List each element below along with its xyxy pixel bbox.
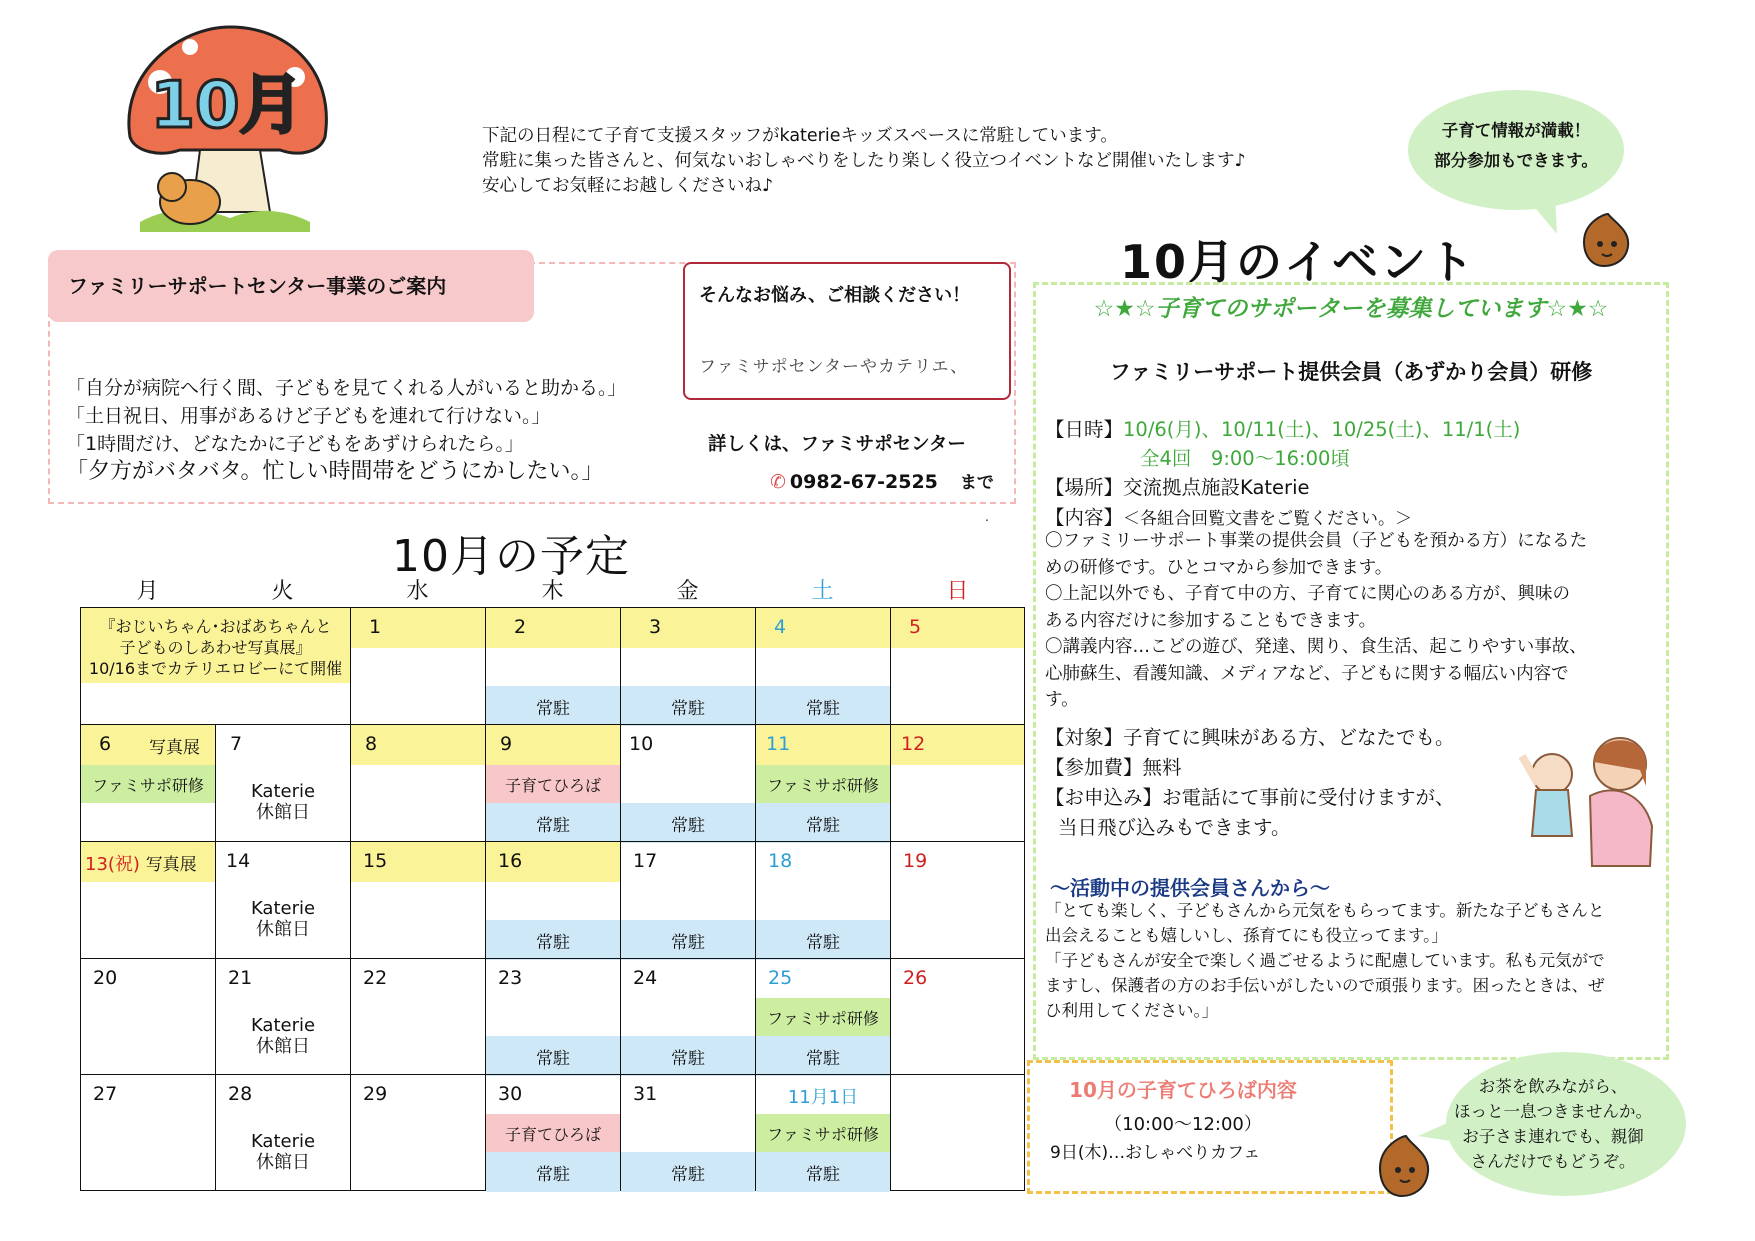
day-cell[interactable] — [215, 841, 351, 959]
resident-label: 常駐 — [671, 933, 705, 953]
day-cell[interactable] — [620, 607, 756, 725]
weekday-mon: 月 — [136, 579, 159, 604]
day-cell[interactable] — [350, 841, 486, 959]
schedule-title: 10月の予定 — [392, 531, 630, 582]
date-value: 10/6(月)、10/11(土)、10/25(土)、11/1(土) — [1123, 418, 1521, 441]
event-target: 【対象】子育てに興味がある方、どなたでも。 — [1045, 726, 1455, 749]
day-cell[interactable] — [80, 841, 216, 959]
resident-label: 常駐 — [806, 1165, 840, 1185]
consult-sub: ファミサポセンターやカテリエ、 — [699, 357, 969, 377]
exhibit-note — [81, 616, 350, 679]
resident-label: 常駐 — [536, 816, 570, 836]
date-label: 【日時】 — [1045, 418, 1124, 441]
weekday-thu: 木 — [541, 579, 564, 604]
day-cell[interactable] — [350, 958, 486, 1075]
day-number: 30 — [498, 1083, 523, 1105]
event-body — [1045, 528, 1655, 714]
day-cell[interactable] — [350, 1074, 486, 1191]
mother-and-baby-illustration — [1512, 726, 1662, 876]
weekday-sun: 日 — [946, 579, 969, 604]
famisapo-label: ファミサポ研修 — [767, 1125, 879, 1144]
quote-line: 「1時間だけ、どなたかに子どもをあずけられたら。」 — [66, 433, 524, 455]
phone-icon: ✆ — [770, 471, 786, 493]
day-number: 10 — [629, 733, 654, 755]
day-number: 11 — [766, 733, 791, 755]
day-number: 21 — [228, 967, 253, 989]
quote-line: 「土日祝日、用事があるけど子どもを連れて行けない。」 — [66, 405, 551, 427]
closed-line: 休館日 — [256, 802, 310, 823]
bubble-line: お茶を飲みながら、 — [1478, 1077, 1628, 1096]
day-number: 12 — [901, 733, 926, 755]
day-number: 1 — [369, 616, 382, 638]
day-number: 9 — [500, 733, 513, 755]
day-cell[interactable] — [755, 1074, 891, 1191]
famisapo-label: ファミサポ研修 — [92, 776, 204, 795]
day-number: 19 — [903, 850, 928, 872]
day-cell[interactable] — [755, 841, 891, 959]
day-number: 7 — [230, 733, 243, 755]
day-cell[interactable] — [620, 724, 756, 842]
place-label: 【場所】 — [1045, 476, 1124, 499]
day-number: 5 — [909, 616, 922, 638]
voice-title: 〜活動中の提供会員さんから〜 — [1050, 876, 1330, 900]
voice-line: ますし、保護者の方のお手伝いがしたいので頑張ります。困ったときは、ぜ — [1045, 976, 1605, 995]
day-cell[interactable] — [215, 958, 351, 1075]
day-cell[interactable] — [620, 1074, 756, 1191]
calendar-grid — [80, 607, 1025, 1191]
resident-label: 常駐 — [536, 933, 570, 953]
events-title: 10月のイベント — [1120, 235, 1477, 289]
weekday-tue: 火 — [271, 579, 294, 604]
day-cell[interactable] — [80, 958, 216, 1075]
day-cell[interactable] — [890, 724, 1025, 842]
resident-label: 常駐 — [806, 1049, 840, 1069]
bubble-line: お子さま連れでも、親御 — [1462, 1127, 1644, 1146]
phone-row — [770, 468, 994, 493]
resident-label: 常駐 — [806, 933, 840, 953]
exhibit-note-cell — [80, 607, 351, 725]
day-number: 29 — [363, 1083, 388, 1105]
day-number: 2 — [514, 616, 527, 638]
voice-line: 「子どもさんが安全で楽しく過ごせるように配慮しています。私も元気がで — [1045, 951, 1605, 970]
hiroba-day: 9日(木)…おしゃべりカフェ — [1050, 1143, 1261, 1163]
body-line: 〇ファミリーサポート事業の提供会員（子どもを預かる方）になるた — [1045, 531, 1588, 551]
day-cell[interactable] — [485, 958, 621, 1075]
day-number: 25 — [768, 967, 793, 989]
closed-label — [216, 1015, 350, 1057]
intro-line: 常駐に集った皆さんと、何気ないおしゃべりをしたり楽しく役立つイベントなど開催いたします♪ — [482, 151, 1246, 171]
day-number: 16 — [498, 850, 523, 872]
day-cell[interactable] — [350, 724, 486, 842]
closed-label — [216, 898, 350, 940]
event-place-row — [1045, 472, 1310, 500]
exhibit-line: 10/16までカテリエロビーにて開催 — [88, 659, 343, 678]
closed-label — [216, 781, 350, 823]
logo-text: 10月 — [150, 69, 304, 143]
day-cell[interactable] — [80, 724, 216, 842]
closed-line: Katerie — [250, 781, 316, 802]
body-line: 〇上記以外でも、子育て中の方、子育てに関心のある方が、興味の — [1045, 584, 1570, 604]
event-subtitle: ☆★☆子育てのサポーターを募集しています☆★☆ — [1093, 296, 1609, 322]
content-value: ＜各組合回覧文書をご覧ください。＞ — [1123, 509, 1413, 529]
resident-label: 常駐 — [806, 699, 840, 719]
exhibit-line: 子どものしあわせ写真展』 — [119, 638, 312, 657]
content-label: 【内容】 — [1045, 506, 1124, 529]
closed-line: 休館日 — [256, 1152, 310, 1173]
hiroba-label: 子育てひろば — [504, 1125, 601, 1144]
day-cell[interactable] — [755, 724, 891, 842]
intro-text — [482, 124, 1382, 199]
event-fee: 【参加費】無料 — [1045, 756, 1182, 779]
closed-line: Katerie — [250, 1015, 316, 1036]
quote-line: 「夕方がバタバタ。忙しい時間帯をどうにかしたい。」 — [66, 459, 604, 484]
day-number: 28 — [228, 1083, 253, 1105]
family-support-title: ファミリーサポートセンター事業のご案内 — [68, 274, 447, 298]
bubble-line: 子育て情報が満載！ — [1441, 121, 1591, 140]
bubble-line: さんだけでもどうぞ。 — [1470, 1152, 1636, 1171]
body-line: 心肺蘇生、看護知識、メディアなど、子どもに関する幅広い内容で — [1045, 663, 1569, 684]
quote-line: 「自分が病院へ行く間、子どもを見てくれる人がいると助かる。」 — [66, 377, 627, 399]
worry-quotes — [66, 374, 627, 486]
day-number: 8 — [365, 733, 378, 755]
intro-line: 安心してお気軽にお越しくださいね♪ — [482, 176, 774, 196]
day-number: 3 — [649, 616, 662, 638]
hiroba-label: 子育てひろば — [504, 776, 601, 795]
bubble-line: ほっと一息つきませんか。 — [1454, 1102, 1652, 1121]
exhibit-line: 『おじいちゃん･おばあちゃんと — [99, 617, 332, 636]
phone-number[interactable]: 0982-67-2525 — [789, 471, 938, 493]
voice-line: 出会えることも嬉しいし、孫育てにも役立ってます。」 — [1045, 926, 1448, 945]
day-number: 4 — [774, 616, 787, 638]
family-support-tab — [48, 250, 534, 322]
day-number: 26 — [903, 967, 928, 989]
event-apply-2: 当日飛び込みもできます。 — [1058, 816, 1291, 839]
day-cell[interactable] — [80, 1074, 216, 1191]
hiroba-time: （10:00〜12:00） — [1104, 1114, 1262, 1135]
resident-label: 常駐 — [536, 1049, 570, 1069]
famisapo-label: ファミサポ研修 — [767, 1009, 879, 1028]
day-cell[interactable] — [890, 958, 1025, 1075]
event-date-row — [1045, 414, 1520, 442]
details-label: 詳しくは、ファミサポセンター — [708, 434, 966, 455]
resident-label: 常駐 — [671, 1049, 705, 1069]
day-number: 15 — [363, 850, 388, 872]
day-cell[interactable] — [485, 841, 621, 959]
day-cell[interactable] — [485, 607, 621, 725]
mushroom-logo-illustration — [120, 22, 335, 250]
weekday-sat: 土 — [811, 579, 834, 604]
day-number: 24 — [633, 967, 658, 989]
weekday-wed: 水 — [406, 579, 429, 604]
intro-line: 下記の日程にて子育て支援スタッフがkaterieキッズスペースに常駐しています。 — [482, 126, 1118, 146]
place-value: 交流拠点施設Katerie — [1123, 476, 1310, 499]
event-content-row — [1045, 502, 1412, 530]
day-number: 11月1日 — [787, 1087, 859, 1108]
closed-line: 休館日 — [256, 919, 310, 940]
day-cell[interactable] — [890, 1074, 1025, 1191]
hiroba-speech-bubble — [1418, 1050, 1688, 1198]
closed-line: Katerie — [250, 1131, 316, 1152]
closed-line: Katerie — [250, 898, 316, 919]
body-line: 〇講義内容…こどの遊び、発達、関り、食生活、起こりやすい事故、 — [1045, 637, 1587, 657]
resident-label: 常駐 — [671, 699, 705, 719]
voice-line: ひ利用してください。」 — [1045, 1001, 1219, 1020]
resident-label: 常駐 — [536, 699, 570, 719]
date-value-2: 全4回 9:00〜16:00頃 — [1140, 447, 1350, 470]
day-cell[interactable] — [215, 724, 351, 842]
consult-title: そんなお悩み、ご相談ください！ — [699, 285, 971, 306]
weekday-fri: 金 — [676, 579, 699, 604]
member-voices — [1045, 898, 1605, 1023]
day-number: 27 — [93, 1083, 118, 1105]
day-number: 17 — [633, 850, 658, 872]
resident-label: 常駐 — [536, 1165, 570, 1185]
day-cell[interactable] — [485, 724, 621, 842]
day-cell[interactable] — [620, 958, 756, 1075]
day-number: 18 — [768, 850, 793, 872]
consult-box — [683, 262, 1011, 400]
day-number: 14 — [226, 850, 251, 872]
chestnut-character-icon — [1574, 212, 1636, 270]
day-cell[interactable] — [485, 1074, 621, 1191]
resident-label: 常駐 — [671, 816, 705, 836]
day-cell[interactable] — [755, 958, 891, 1075]
day-number: 20 — [93, 967, 118, 989]
day-number: 31 — [633, 1083, 658, 1105]
bubble-line: 部分参加もできます。 — [1434, 151, 1598, 170]
day-number: 6 — [99, 733, 112, 755]
body-line: す。 — [1045, 690, 1079, 710]
day-cell[interactable] — [890, 841, 1025, 959]
day-number — [85, 850, 197, 876]
closed-label — [216, 1131, 350, 1173]
photo-label: 写真展 — [145, 855, 197, 875]
resident-label: 常駐 — [806, 816, 840, 836]
day-cell[interactable] — [350, 607, 486, 725]
famisapo-label: ファミサポ研修 — [767, 776, 879, 795]
phone-suffix: まで — [959, 473, 994, 493]
event-heading: ファミリーサポート提供会員（あずかり会員）研修 — [1109, 360, 1593, 384]
voice-line: 「とても楽しく、子どもさんから元気をもらってます。新たな子どもさんと — [1045, 901, 1605, 920]
event-apply: 【お申込み】お電話にて事前に受付けますが、 — [1045, 786, 1455, 809]
day-number: 22 — [363, 967, 388, 989]
holiday-number: 13(祝) — [85, 854, 140, 875]
photo-label: 写真展 — [149, 738, 200, 758]
day-cell[interactable] — [890, 607, 1025, 725]
body-line: ある内容だけに参加することもできます。 — [1045, 610, 1377, 631]
resident-label: 常駐 — [671, 1165, 705, 1185]
day-cell[interactable] — [215, 1074, 351, 1191]
closed-line: 休館日 — [256, 1036, 310, 1057]
stray-dot: . — [985, 510, 989, 524]
body-line: めの研修です。ひとコマから参加できます。 — [1045, 557, 1393, 578]
day-cell[interactable] — [620, 841, 756, 959]
hiroba-title: 10月の子育てひろば内容 — [1069, 1078, 1297, 1102]
day-number: 23 — [498, 967, 523, 989]
day-cell[interactable] — [755, 607, 891, 725]
